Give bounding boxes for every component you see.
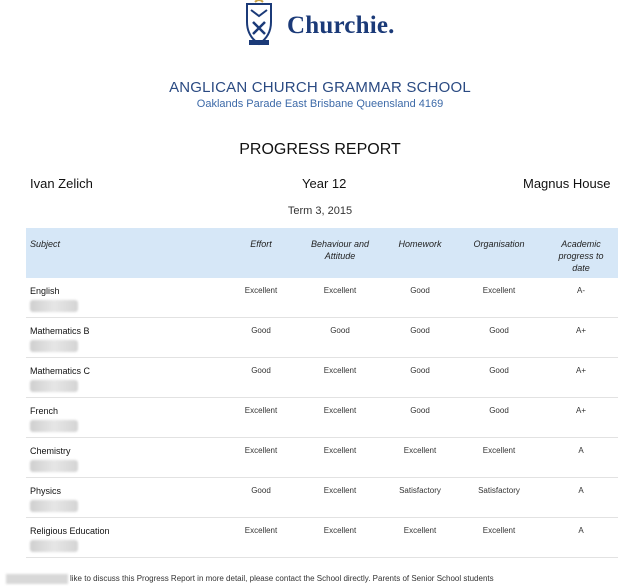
subject-name: Religious Education [30, 526, 110, 536]
progress-cell: A [578, 486, 584, 495]
table-row [26, 398, 618, 438]
behaviour-cell: Good [330, 326, 350, 335]
table-row [26, 438, 618, 478]
redacted-teacher [30, 300, 78, 312]
homework-cell: Good [410, 406, 430, 415]
effort-cell: Excellent [244, 406, 278, 415]
subject-name: Mathematics C [30, 366, 91, 376]
progress-cell: A+ [575, 366, 586, 375]
student-name: Ivan Zelich [30, 176, 93, 191]
behaviour-cell: Excellent [323, 446, 357, 455]
redacted-footer [6, 574, 68, 584]
subject-name: Physics [30, 486, 62, 496]
table-header [26, 228, 618, 278]
homework-cell: Satisfactory [399, 486, 441, 495]
table-row [26, 358, 618, 398]
header-organisation: Organisation [473, 239, 525, 249]
student-house: Magnus House [523, 176, 611, 191]
organisation-cell: Satisfactory [478, 486, 520, 495]
homework-cell: Good [410, 366, 430, 375]
organisation-cell: Excellent [482, 526, 516, 535]
behaviour-cell: Excellent [323, 406, 357, 415]
table-row [26, 278, 618, 318]
organisation-cell: Good [489, 326, 509, 335]
effort-cell: Excellent [244, 446, 278, 455]
organisation-cell: Excellent [482, 286, 516, 295]
header-subject: Subject [30, 239, 61, 249]
school-name: ANGLICAN CHURCH GRAMMAR SCHOOL [169, 79, 471, 96]
behaviour-cell: Excellent [323, 366, 357, 375]
behaviour-cell: Excellent [323, 486, 357, 495]
homework-cell: Excellent [403, 526, 437, 535]
organisation-cell: Good [489, 366, 509, 375]
organisation-cell: Excellent [482, 446, 516, 455]
header-homework: Homework [398, 239, 442, 249]
redacted-teacher [30, 420, 78, 432]
behaviour-cell: Excellent [323, 286, 357, 295]
subject-name: Chemistry [30, 446, 71, 456]
effort-cell: Good [251, 366, 271, 375]
header-progress: Academic progress to date [558, 239, 604, 273]
report-term: Term 3, 2015 [287, 205, 353, 217]
behaviour-cell: Excellent [323, 526, 357, 535]
student-year: Year 12 [302, 176, 347, 191]
progress-table [26, 228, 618, 558]
header-effort: Effort [250, 239, 272, 249]
effort-cell: Excellent [244, 286, 278, 295]
footer-text: like to discuss this Progress Report in more detail, please contact the School directly. Parents of Senior School students [70, 574, 494, 584]
table-row [26, 518, 618, 558]
progress-cell: A [578, 446, 584, 455]
redacted-teacher [30, 380, 78, 392]
redacted-teacher [30, 340, 78, 352]
footer-note [0, 574, 640, 584]
organisation-cell: Good [489, 406, 509, 415]
effort-cell: Excellent [244, 526, 278, 535]
redacted-teacher [30, 460, 78, 472]
subject-name: Mathematics B [30, 326, 90, 336]
report-title: PROGRESS REPORT [239, 141, 401, 158]
homework-cell: Good [410, 286, 430, 295]
school-crest-icon [241, 0, 277, 48]
header-behaviour: Behaviour and Attitude [310, 239, 370, 261]
progress-cell: A [578, 526, 584, 535]
progress-cell: A- [577, 286, 585, 295]
table-row [26, 478, 618, 518]
redacted-teacher [30, 540, 78, 552]
subject-name: English [30, 286, 60, 296]
school-address: Oaklands Parade East Brisbane Queensland 4169 [196, 98, 444, 110]
effort-cell: Good [251, 326, 271, 335]
redacted-teacher [30, 500, 78, 512]
progress-cell: A+ [575, 406, 586, 415]
table-row [26, 318, 618, 358]
subject-name: French [30, 406, 59, 416]
homework-cell: Excellent [403, 446, 437, 455]
effort-cell: Good [251, 486, 271, 495]
homework-cell: Good [410, 326, 430, 335]
progress-cell: A+ [575, 326, 586, 335]
brand-logo: Churchie. [287, 12, 395, 39]
